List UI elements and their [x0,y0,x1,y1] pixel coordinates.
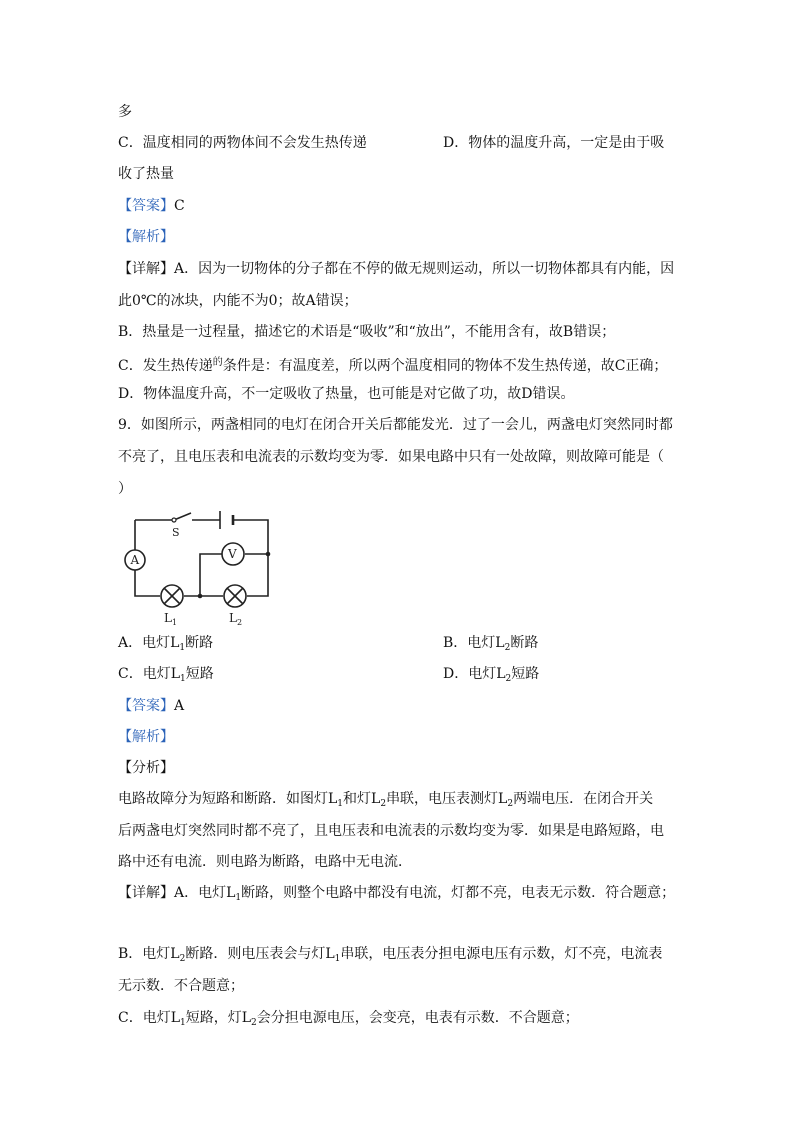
detail-sub: 2 [179,954,186,964]
lamp-l2-letter: L [229,611,237,625]
detail-line [118,260,674,278]
option-c-prev: C．温度相同的两物体间不会发生热传递 [118,135,367,151]
answer-label: 【答案】 [118,698,174,714]
answer-value: C [174,198,185,214]
answer-value: A [174,698,185,714]
detail-label: 【详解】 [118,885,174,901]
option-d-sub: 2 [505,674,512,684]
circuit-diagram [122,510,272,628]
text-line: 多 [118,104,132,120]
analysis-text: 和灯L [343,791,381,807]
analysis-label: 【解析】 [118,729,174,745]
detail-line: 无示数．不合题意； [118,978,244,994]
analysis-line [118,790,653,808]
analysis-head: 【分析】 [118,760,174,776]
detail-sub: 1 [235,893,242,903]
analysis-text: 电路故障分为短路和断路．如图灯L [118,791,338,807]
analysis-sub: 1 [337,799,344,809]
detail-text: A．因为一切物体的分子都在不停的做无规则运动，所以一切物体都具有内能，因 [174,261,675,277]
lamp-l2-sub: 2 [236,618,243,627]
option-a-text: A．电灯L [118,635,180,651]
analysis-sub: 2 [507,799,514,809]
option-d [443,665,539,683]
detail-sub: 1 [334,954,341,964]
analysis-line: 路中还有电流．则电路为断路，电路中无电流． [118,854,412,870]
detail-text: 串联，电压表分担电源电压有示数，灯不亮，电流表 [340,946,663,962]
detail-line: 此0℃的冰块，内能不为0；故A错误； [118,293,358,309]
detail-text: B．电灯L [118,946,180,962]
voltmeter-label: V [228,547,237,561]
analysis-text: 串联，电压表测灯L [386,791,508,807]
detail-line: D．物体温度升高，不一定吸收了热量，也可能是对它做了功，故D错误。 [118,386,575,402]
detail-text: 断路．则电压表会与灯L [185,946,335,962]
detail-line [118,884,675,902]
detail-sub: 1 [180,1018,186,1028]
lamp-l1-label [164,611,177,627]
detail-line: B．热量是一过程量，描述它的术语是“吸收”和“放出”，不能用含有，故B错误； [118,324,616,340]
option-b-text: 断路 [510,635,539,651]
answer-line-1 [118,197,185,215]
detail-line [118,357,667,375]
switch-label: S [172,526,180,539]
lamp-l1-sub: 1 [171,618,178,627]
analysis-line: 后两盏电灯突然同时都不亮了，且电压表和电流表的示数均变为零．如果是电路短路，电 [118,823,664,839]
answer-line-2 [118,697,184,715]
analysis-sub: 2 [380,799,387,809]
option-b [443,634,538,652]
detail-text: 短路，灯L [185,1010,252,1026]
switch-blade [174,513,191,520]
junction-dot [266,552,271,557]
lamp-l1-letter: L [164,611,172,625]
detail-text: C．电灯L [118,1010,181,1026]
detail-text: 会分担电源电压，会变亮，电表有示数．不合题意； [256,1010,579,1026]
analysis-label: 【解析】 [118,229,174,245]
question-9-line: 不亮了，且电压表和电流表的示数均变为零．如果电路中只有一处故障，则故障可能是（ [118,449,664,465]
lamp-l2-label [229,611,242,627]
detail-line [118,1009,579,1027]
ammeter-label: A [130,553,140,567]
detail-sup: 的 [212,357,223,368]
option-a-text: 断路 [185,635,214,651]
detail-text: A．电灯L [174,885,236,901]
question-9-line: ） [118,481,132,497]
option-c-sub: 1 [180,674,186,684]
option-b-sub: 2 [504,643,511,653]
switch-contact [172,518,176,522]
analysis-text: 两端电压．在闭合开关 [513,791,654,807]
option-c-text: C．电灯L [118,666,181,682]
option-c [118,665,214,683]
answer-label: 【答案】 [118,198,174,214]
detail-sub: 2 [251,1018,257,1028]
option-b-text: B．电灯L [443,635,505,651]
option-c-text: 短路 [185,666,214,682]
detail-label: 【详解】 [118,261,174,277]
detail-text: 条件是：有温度差，所以两个温度相同的物体不发生热传递，故C正确； [222,358,668,374]
option-d-text: 短路 [511,666,540,682]
junction-dot [198,594,203,599]
circuit-wire [135,520,268,596]
question-9-line: 9．如图所示，两盏相同的电灯在闭合开关后都能发光．过了一会儿，两盏电灯突然同时都 [118,417,673,433]
detail-line [118,945,662,963]
detail-text: 断路，则整个电路中都没有电流，灯都不亮，电表无示数．符合题意； [241,885,676,901]
option-a-sub: 1 [179,643,186,653]
option-d-prev: D．物体的温度升高，一定是由于吸 [443,135,665,151]
option-a [118,634,213,652]
detail-text: C．发生热传递 [118,358,213,374]
text-line: 收了热量 [118,166,174,182]
option-d-text: D．电灯L [443,666,506,682]
